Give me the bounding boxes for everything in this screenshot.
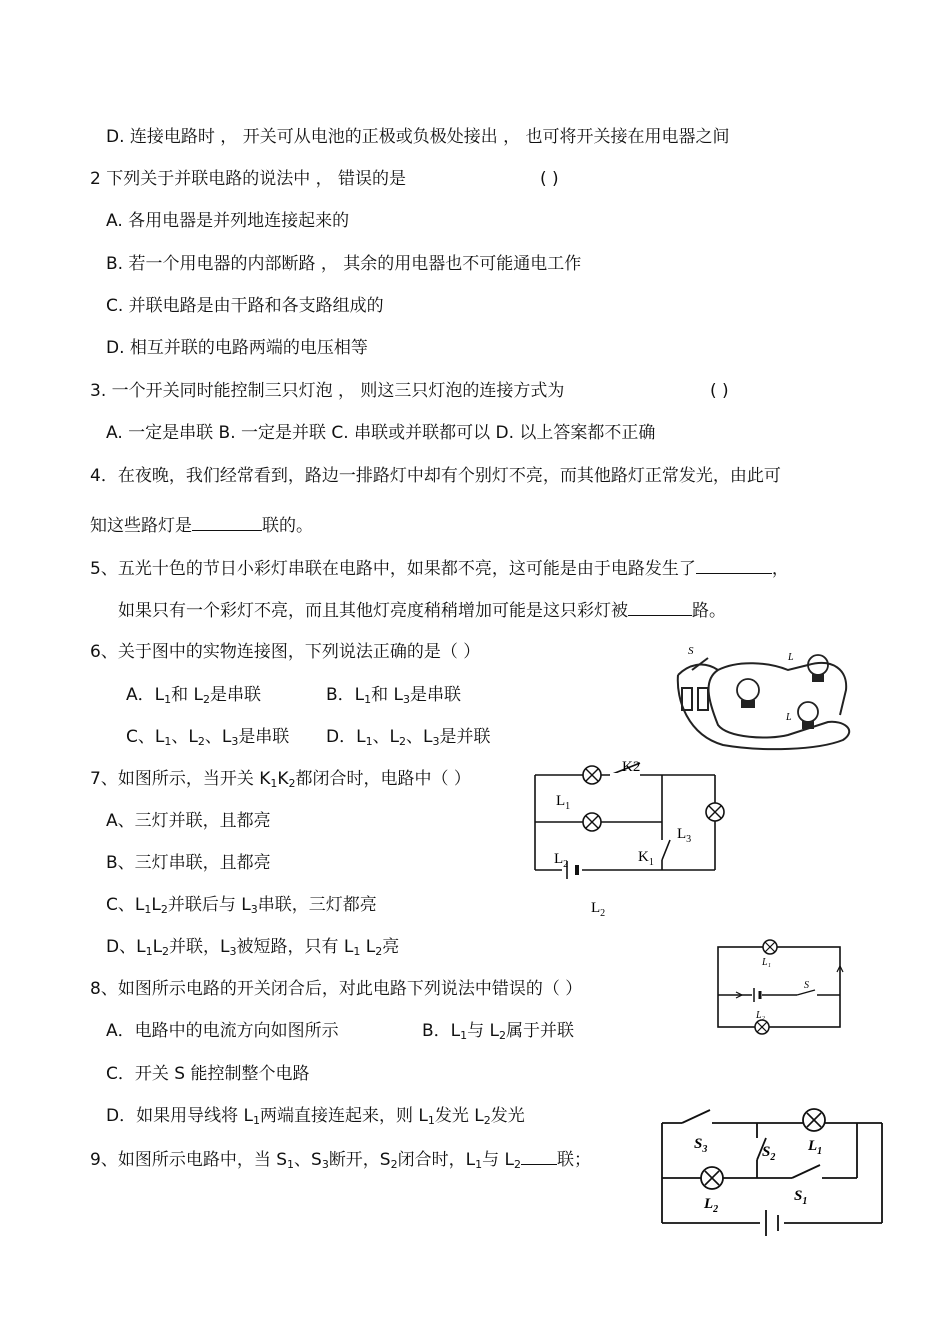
- q8-option-b: B．$L_1$与 $L_2$属于并联: [422, 1021, 575, 1042]
- q7-stem: 7、如图所示，当开关 $K_1K_2$都闭合时，电路中（ ）: [90, 769, 471, 790]
- q2-stem: 2 下列关于并联电路的说法中 ， 错误的是: [90, 169, 407, 189]
- q9-l2-label: $L_2$: [704, 1196, 719, 1215]
- answer-blank: [192, 514, 262, 531]
- q6-option-c: C、$L_1$、$L_2$、$L_3$是串联: [126, 727, 290, 748]
- q4-stem-line1: 4．在夜晚，我们经常看到，路边一排路灯中却有个别灯不亮，而其他路灯正常发光，由此可: [90, 466, 781, 486]
- q9-s3-label: $S_3$: [694, 1136, 708, 1155]
- q9-l1-label: $L_1$: [808, 1138, 823, 1157]
- q6-lamp-label-2: L: [786, 712, 792, 723]
- q3-answer-paren: ( ): [710, 381, 729, 401]
- answer-blank: [628, 599, 692, 616]
- q7-option-b: B、三灯串联，且都亮: [106, 853, 271, 873]
- q7-circuit-diagram: [530, 755, 755, 930]
- q7-l3-label: $L_3$: [677, 826, 692, 845]
- q6-option-d: D．$L_1$、$L_2$、$L_3$是并联: [326, 727, 491, 748]
- q8-option-c: C．开关 S 能控制整个电路: [106, 1064, 310, 1084]
- q2-answer-paren: ( ): [540, 169, 559, 189]
- q8-option-d: D．如果用导线将 $L_1$两端直接连起来，则 $L_1$发光 $L_2$发光: [106, 1106, 525, 1127]
- q7-l2-label: $L_2$: [554, 851, 569, 870]
- q6-switch-label: S: [688, 645, 694, 657]
- q5-stem-line1: 5、五光十色的节日小彩灯串联在电路中，如果都不亮，这可能是由于电路发生了 ，: [90, 559, 789, 579]
- answer-blank: [521, 1148, 557, 1165]
- q8-option-a: A．电路中的电流方向如图所示: [106, 1021, 339, 1041]
- q6-stem: 6、关于图中的实物连接图，下列说法正确的是（ ）: [90, 642, 481, 662]
- q7-option-a: A、三灯并联，且都亮: [106, 811, 271, 831]
- q8-l1-label: L₁: [762, 957, 772, 968]
- q2-option-c: C. 并联电路是由干路和各支路组成的: [106, 296, 384, 316]
- q7-k2-label: K2: [622, 759, 641, 775]
- q5-stem-line2: 如果只有一个彩灯不亮，而且其他灯亮度稍稍增加可能是这只彩灯被 路。: [118, 601, 726, 621]
- q3-options: A. 一定是串联 B. 一定是并联 C. 串联或并联都可以 D. 以上答案都不正确: [106, 423, 656, 443]
- q2-option-b: B. 若一个用电器的内部断路 ， 其余的用电器也不可能通电工作: [106, 254, 582, 274]
- q8-l2-label: L₂: [756, 1010, 766, 1021]
- q7-l2-bottom-label: $L_2$: [591, 900, 606, 919]
- q9-s2-label: $S_2$: [762, 1144, 776, 1163]
- q6-option-a: A．$L_1$和 $L_2$是串联: [126, 685, 261, 706]
- q6-circuit-illustration: [668, 640, 858, 755]
- q8-s-label: S: [804, 980, 809, 991]
- q2-option-d: D. 相互并联的电路两端的电压相等: [106, 338, 368, 358]
- q2-option-a: A. 各用电器是并列地连接起来的: [106, 211, 350, 231]
- q8-stem: 8、如图所示电路的开关闭合后，对此电路下列说法中错误的（ ）: [90, 979, 583, 999]
- q1-option-d: D. 连接电路时 ， 开关可从电池的正极或负极处接出 ， 也可将开关接在用电器之间: [106, 127, 730, 147]
- q6-option-b: B．$L_1$和 $L_3$是串联: [326, 685, 462, 706]
- q7-option-c: C、$L_1L_2$并联后与 $L_3$串联，三灯都亮: [106, 895, 377, 916]
- q9-circuit-diagram: [642, 1098, 887, 1246]
- q7-k1-label: $K_1$: [638, 849, 654, 868]
- q9-stem: 9、如图所示电路中，当 $S_1$、$S_3$断开，$S_2$闭合时，$L_1$与 $L_2$ 联；: [90, 1150, 591, 1171]
- q7-option-d: D、$L_1L_2$并联，$L_3$被短路，只有 $L_1$ $L_2$亮: [106, 937, 400, 958]
- answer-blank: [696, 557, 772, 574]
- q8-circuit-diagram: [712, 932, 847, 1038]
- q6-lamp-label: L: [788, 652, 794, 663]
- q4-stem-line2: 知这些路灯是 联的。: [90, 516, 313, 536]
- q7-l1-label: $L_1$: [556, 793, 571, 812]
- q9-s1-label: $S_1$: [794, 1188, 808, 1207]
- q3-stem: 3. 一个开关同时能控制三只灯泡 ， 则这三只灯泡的连接方式为: [90, 381, 565, 401]
